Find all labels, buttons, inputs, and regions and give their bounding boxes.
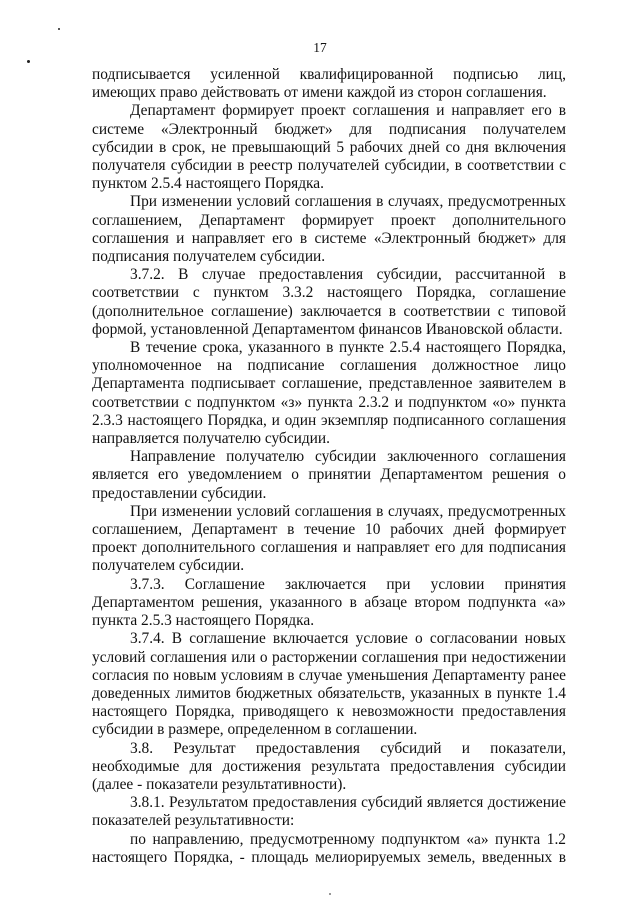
scan-speck bbox=[58, 28, 60, 30]
paragraph: по направлению, предусмотренному подпунктом «а» пункта 1.2 настоящего Порядка, - площадь мелиорируемых земель, введенных в bbox=[92, 830, 566, 866]
paragraph: подписывается усиленной квалифицированной подписью лиц, имеющих право действовать от имени каждой из сторон соглашения. bbox=[92, 66, 566, 102]
paragraph: 3.7.2. В случае предоставления субсидии, рассчитанной в соответствии с пунктом 3.3.2 настоящего Порядка, соглашение (дополнительное соглашение) заключается в соответствии с типовой формой, установленной Департаментом финансов Ивановской области. bbox=[92, 266, 566, 338]
paragraph: 3.8. Результат предоставления субсидий и показатели, необходимые для достижения результата предоставления субсидии (далее - показатели результативности). bbox=[92, 739, 566, 793]
scan-speck bbox=[329, 893, 331, 895]
paragraph: 3.8.1. Результатом предоставления субсидий является достижение показателей результативности: bbox=[92, 794, 566, 830]
paragraph: При изменении условий соглашения в случаях, предусмотренных соглашением, Департамент формирует проект дополнительного соглашения и направляет его в системе «Электронный бюджет» для подписания получателем субсидии. bbox=[92, 193, 566, 266]
page-number: 17 bbox=[313, 40, 327, 55]
paragraph: Направление получателю субсидии заключенного соглашения является его уведомлением о принятии Департаментом решения о предоставлении субсидии. bbox=[92, 448, 566, 502]
paragraph: В течение срока, указанного в пункте 2.5.4 настоящего Порядка, уполномоченное на подписание соглашения должностное лицо Департамента подписывает соглашение, представленное заявителем в соответствии с подпунктом «з» пункта 2.3.2 и подпунктом «о» пункта 2.3.3 настоящего Порядка, и один экземпляр подписанного соглашения направляется получателю субсидии. bbox=[92, 339, 566, 448]
paragraph: При изменении условий соглашения в случаях, предусмотренных соглашением, Департамент в течение 10 рабочих дней формирует проект дополнительного соглашения и направляет его для подписания получателем субсидии. bbox=[92, 502, 566, 575]
scan-speck bbox=[27, 60, 30, 63]
paragraph: 3.7.4. В соглашение включается условие о согласовании новых условий соглашения или о расторжении соглашения при недостижении согласия по новым условиям в случае уменьшения Департаменту ранее доведенных лимитов бюджетных обязательств, указанных в пункте 1.4 настоящего Порядка, приводящего к невозможности предоставления субсидии в размере, определенном в соглашении. bbox=[92, 630, 566, 739]
paragraph: 3.7.3. Соглашение заключается при условии принятия Департаментом решения, указанного в абзаце втором подпункта «а» пункта 2.5.3 настоящего Порядка. bbox=[92, 575, 566, 630]
paragraph: Департамент формирует проект соглашения и направляет его в системе «Электронный бюджет» для подписания получателем субсидии в срок, не превышающий 5 рабочих дней со дня включения получателя субсидии в реестр получателей субсидии, в соответствии с пунктом 2.5.4 настоящего Порядка. bbox=[92, 102, 566, 193]
document-body bbox=[92, 66, 566, 867]
